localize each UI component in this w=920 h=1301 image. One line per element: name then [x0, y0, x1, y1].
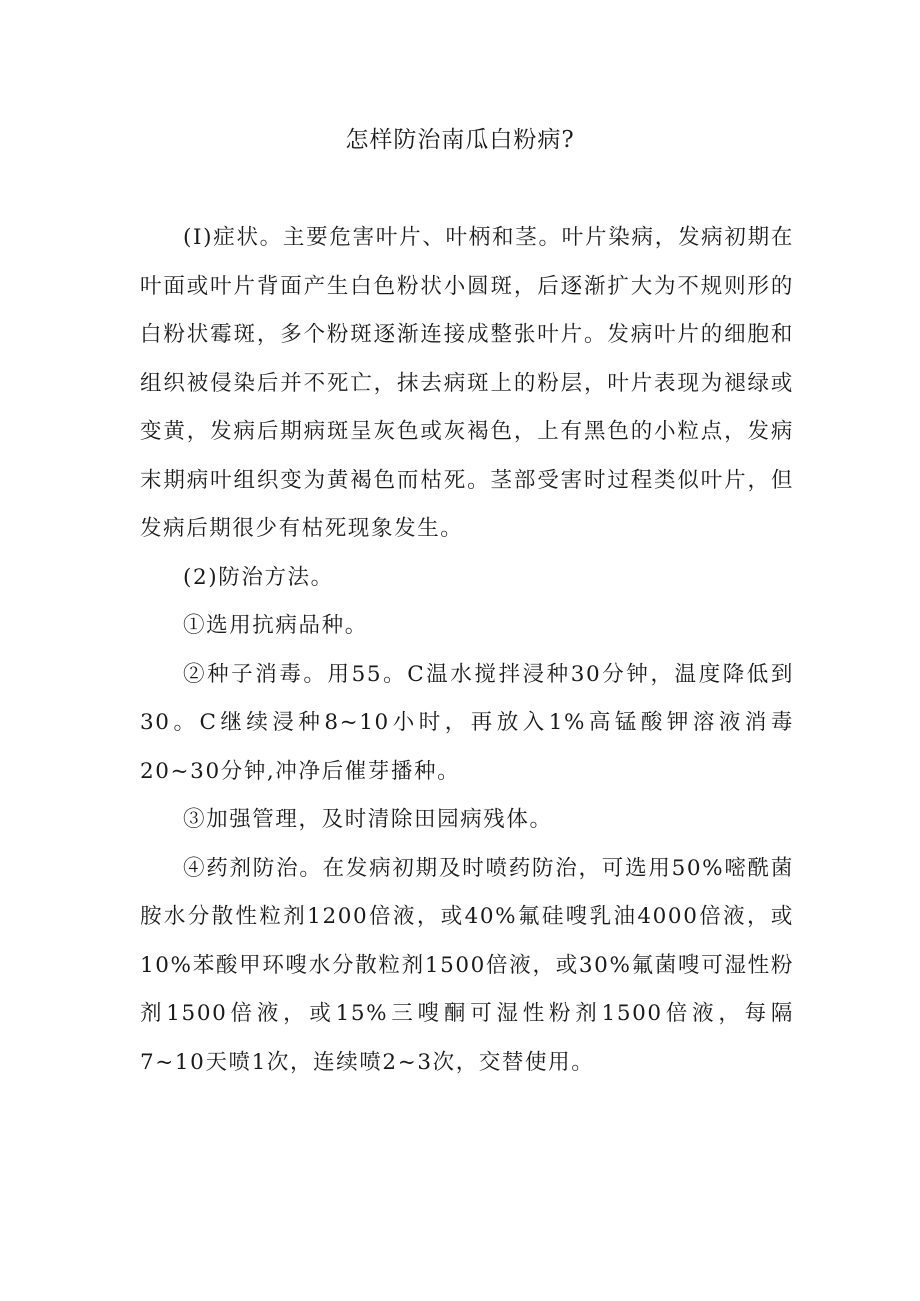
document-title: 怎样防治南瓜白粉病? — [345, 127, 575, 153]
paragraph-symptoms: (I)症状。主要危害叶片、叶柄和茎。叶片染病，发病初期在叶面或叶片背面产生白色粉状小圆斑，后逐渐扩大为不规则形的白粉状霉斑，多个粉斑逐渐连接成整张叶片。发病叶片的细胞和组织被侵染后并不死亡，抹去病斑上的粉层，叶片表现为褪绿或变黄，发病后期病斑呈灰色或灰褐色，上有黑色的小粒点，发病末期病叶组织变为黄褐色而枯死。茎部受害时过程类似叶片，但发病后期很少有枯死现象发生。 — [140, 225, 794, 541]
paragraph-step-3: ③加强管理，及时清除田园病残体。 — [183, 807, 553, 832]
paragraph-step-4: ④药剂防治。在发病初期及时喷药防治，可选用50%嘧酰菌胺水分散性粒剂1200倍液，或40%氟硅嗖乳油4000倍液，或10%苯酸甲环嗖水分散粒剂1500倍液，或30%氟菌嗖可湿性粉剂1500倍液，或15%三嗖酮可湿性粉剂1500倍液，每隔7~10天喷1次，连续喷2~3次，交替使用。 — [140, 855, 794, 1075]
paragraph-control-heading: (2)防治方法。 — [183, 564, 334, 590]
paragraph-step-1: ①选用抗病品种。 — [183, 613, 368, 638]
paragraph-step-2: ②种子消毒。用55。C温水搅拌浸种30分钟，温度降低到30。C继续浸种8~10小时，再放入1%高锰酸钾溶液消毒20~30分钟,冲净后催芽播种。 — [140, 661, 794, 784]
document-body — [140, 214, 794, 1087]
